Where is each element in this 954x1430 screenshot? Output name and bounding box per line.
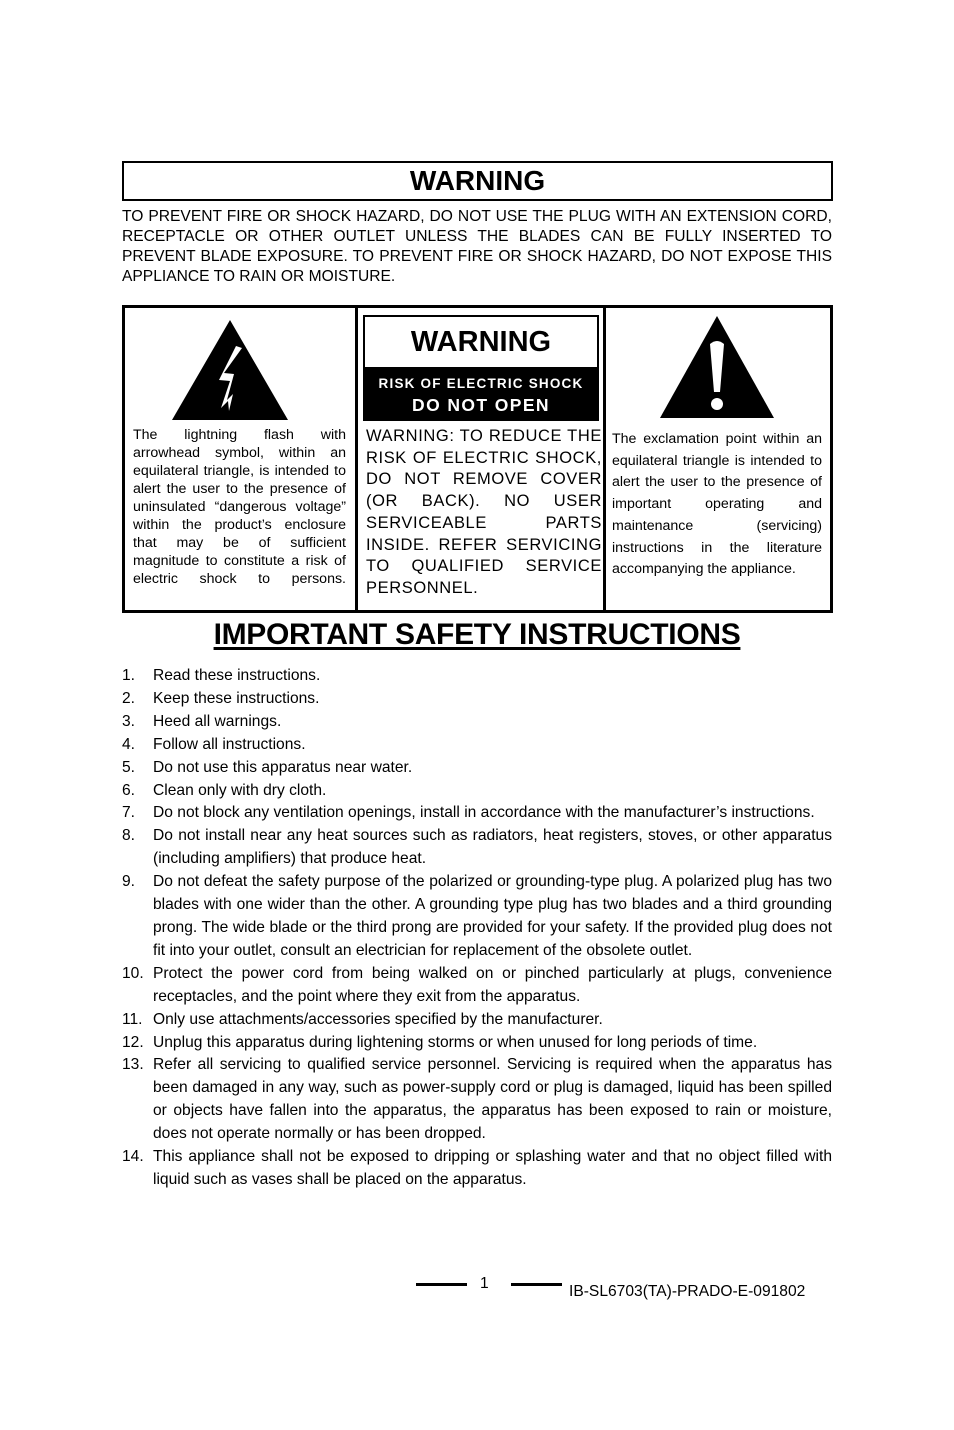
instruction-item	[122, 665, 832, 688]
label-black-band	[365, 367, 597, 419]
footer-rule-left	[416, 1283, 467, 1286]
instruction-item	[122, 734, 832, 757]
instruction-item	[122, 688, 832, 711]
instruction-text: Only use attachments/accessories specified by the manufacturer.	[153, 1010, 603, 1028]
instruction-text: Do not use this apparatus near water.	[153, 758, 413, 776]
label-risk-text: RISK OF ELECTRIC SHOCK	[378, 376, 584, 391]
instruction-item	[122, 757, 832, 780]
instruction-text: Follow all instructions.	[153, 735, 306, 753]
instruction-text: Do not block any ventilation openings, install in accordance with the manufacturer’s instructions.	[153, 804, 815, 822]
instruction-text: Keep these instructions.	[153, 689, 320, 707]
instruction-text: Read these instructions.	[153, 667, 321, 684]
safety-instructions-title: IMPORTANT SAFETY INSTRUCTIONS	[213, 618, 741, 651]
instruction-text: Protect the power cord from being walked on or pinched particularly at plugs, convenience receptacles, and the point where they exit from the apparatus.	[153, 964, 832, 1005]
instruction-text: Refer all servicing to qualified service personnel. Servicing is required when the apparatus has been damaged in any way, such as power-supply cord or plug is damaged, liquid has been spilled or objects have fallen into the apparatus, the apparatus has been exposed to rain or moisture, does not operate normally or has been dropped.	[153, 1056, 832, 1143]
lightning-triangle-icon	[170, 318, 290, 422]
instruction-number: 11.	[122, 1010, 143, 1028]
instruction-text: Do not defeat the safety purpose of the polarized or grounding-type plug. A polarized plug has two blades with one wider than the other. A grounding type plug has two blades and a third grounding prong. The wide blade or the third prong are provided for your safety. If the provided plug does not fit into your outlet, consult an electrician for replacement of the obsolete outlet.	[153, 873, 832, 959]
instruction-number: 10.	[122, 964, 144, 982]
warning-label-panel	[358, 308, 606, 610]
instruction-item	[122, 1054, 832, 1146]
instruction-text: This appliance shall not be exposed to dripping or splashing water and that no object filled with liquid such as vases shall be placed on the apparatus.	[153, 1148, 832, 1188]
instruction-text: Heed all warnings.	[153, 712, 282, 730]
instruction-text: Clean only with dry cloth.	[153, 781, 327, 799]
instruction-number: 2.	[122, 689, 136, 707]
page-number: 1	[480, 1275, 489, 1292]
instruction-number: 9.	[122, 873, 136, 891]
footer-rule-right	[511, 1283, 562, 1286]
exclamation-symbol-panel	[606, 308, 830, 610]
exclamation-symbol-description: The exclamation point within an equilateral triangle is intended to alert the user to the presence of important operating and maintenance (servicing) instructions in the literature accompanying the appliance.	[612, 431, 822, 578]
warning-title-text: WARNING	[409, 165, 546, 196]
instruction-number: 12.	[122, 1033, 144, 1051]
instruction-number: 7.	[122, 804, 136, 822]
instruction-item	[122, 825, 832, 871]
instruction-number: 3.	[122, 712, 136, 730]
lightning-symbol-description: The lightning flash with arrowhead symbol, within an equilateral triangle, is intended to alert the user to the presence of uninsulated “dangerous voltage” within the product’s enclosure that may be of sufficient magnitude to constitute a risk of electric shock to persons.	[133, 427, 346, 587]
instruction-number: 13.	[122, 1056, 144, 1074]
instruction-text: Do not install near any heat sources such as radiators, heat registers, stoves, or other apparatus (including amplifiers) that produce heat.	[153, 827, 832, 868]
shock-warning-text: WARNING: TO REDUCE THE RISK OF ELECTRIC SHOCK, DO NOT REMOVE COVER (OR BACK). NO USER SERVICEABLE PARTS INSIDE. REFER SERVICING TO QUALIFIED SERVICE PERSONNEL.	[366, 427, 602, 597]
safety-instructions-list	[122, 665, 832, 1192]
instruction-number: 5.	[122, 758, 136, 776]
instruction-item	[122, 1146, 832, 1192]
instruction-number: 6.	[122, 781, 136, 799]
instruction-item	[122, 963, 832, 1009]
document-code: IB-SL6703(TA)-PRADO-E-091802	[569, 1283, 806, 1300]
instruction-number: 14.	[122, 1148, 144, 1166]
label-warning-title: WARNING	[410, 325, 552, 358]
label-do-not-open: DO NOT OPEN	[412, 395, 550, 415]
instruction-item	[122, 1032, 832, 1055]
lightning-symbol-panel	[125, 308, 358, 610]
exclamation-triangle-icon	[658, 314, 776, 420]
instruction-item	[122, 1009, 832, 1032]
instruction-number: 4.	[122, 735, 136, 753]
instruction-text: Unplug this apparatus during lightening storms or when unused for long periods of time.	[153, 1033, 758, 1051]
instruction-number: 1.	[122, 667, 136, 684]
instruction-item	[122, 711, 832, 734]
instruction-number: 8.	[122, 827, 136, 845]
safety-symbols-box	[122, 305, 833, 613]
instruction-item	[122, 871, 832, 963]
warning-intro-text: TO PREVENT FIRE OR SHOCK HAZARD, DO NOT USE THE PLUG WITH AN EXTENSION CORD, RECEPTACLE OR OTHER OUTLET UNLESS THE BLADES CAN BE FULLY INSERTED TO PREVENT BLADE EXPOSURE. TO PREVENT FIRE OR SHOCK HAZARD, DO NOT EXPOSE THIS APPLIANCE TO RAIN OR MOISTURE.	[122, 208, 832, 285]
shock-warning-label	[363, 315, 599, 421]
instruction-item	[122, 780, 832, 803]
warning-title	[122, 161, 833, 201]
instruction-item	[122, 802, 832, 825]
